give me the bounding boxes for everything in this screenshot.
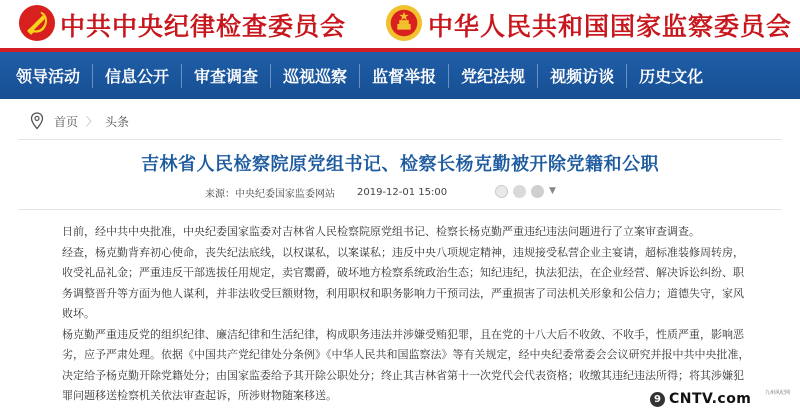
national-emblem-icon [385,4,423,42]
nav-divider [181,64,182,88]
share-bar [495,181,575,201]
article-paragraph: 经查，杨克勤背弃初心使命，丧失纪法底线，以权谋私，以案谋私；违反中央八项规定精神，违规接受私营企业主宴请，超标准装修周转房，收受礼品礼金；严重违反干部选拔任用规定，卖官鬻爵，破坏地方检察系统政治生态；知纪违纪，执法犯法，在企业经营、解决诉讼纠纷、职务调整晋升等方面为他人谋利，并非法收受巨额财物，利用职权和职务影响力干预司法，严重损害了司法机关形象和公信力；道德失守，家风败坏。 [62,245,744,320]
divider [18,139,782,140]
nav-item-regulations[interactable]: 党纪法规 [461,67,526,86]
ccdi-title[interactable]: 中共中央纪律检查委员会 [60,12,347,41]
article-meta [205,185,447,200]
divider [18,209,782,210]
cntv-watermark [646,389,796,409]
nav-item-leadership[interactable]: 领导活动 [16,67,81,86]
breadcrumb-separator: 〉 [86,115,98,128]
cntv-logo-icon: 9 [650,392,665,407]
nav-item-inspection[interactable]: 巡视巡察 [283,67,348,86]
nav-item-report[interactable]: 监督举报 [372,67,437,86]
nav-divider [537,64,538,88]
article-title: 吉林省人民检察院原党组书记、检察长杨克勤被开除党籍和公职 [141,154,659,175]
nav-divider [448,64,449,88]
breadcrumb [30,108,129,134]
share-wechat-icon[interactable] [495,185,508,198]
nav-divider [359,64,360,88]
watermark-small-text: 九州风纪网 [764,390,790,396]
cntv-text: CNTV.com [669,391,752,407]
site-header [0,0,800,48]
share-more-icon[interactable]: ▼ [549,186,556,196]
article-body [62,222,752,407]
article-paragraph: 杨克勤严重违反党的组织纪律、廉洁纪律和生活纪律，构成职务违法并涉嫌受贿犯罪，且在党的十八大后不收敛、不收手，性质严重，影响恶劣，应予严肃处理。依据《中国共产党纪律处分条例》《中华人民共和国监察法》等有关规定，经中央纪委常委会会议研究并报中共中央批准，决定给予杨克勤开除党籍处分；由国家监委给予其开除公职处分；终止其吉林省第十一次党代会代表资格；收缴其违纪违法所得；将其涉嫌犯罪问题移送检察机关依法审查起诉，所涉财物随案移送。 [62,327,750,402]
breadcrumb-current[interactable]: 头条 [105,114,130,129]
share-qzone-icon[interactable] [531,185,544,198]
party-emblem-icon [18,4,56,42]
share-weibo-icon[interactable] [513,185,526,198]
nav-item-info[interactable]: 信息公开 [105,67,170,86]
nav-divider [270,64,271,88]
nav-item-video[interactable]: 视频访谈 [550,67,615,86]
nsc-title[interactable]: 中华人民共和国国家监察委员会 [428,12,793,41]
location-pin-icon [30,112,44,130]
nav-divider [626,64,627,88]
main-nav [0,48,800,99]
breadcrumb-home[interactable]: 首页 [54,114,79,129]
article-date: 2019-12-01 15:00 [357,187,448,198]
article-paragraph: 日前，经中共中央批准，中央纪委国家监委对吉林省人民检察院原党组书记、检察长杨克勤严重违纪违法问题进行了立案审查调查。 [62,225,700,238]
article-source: 来源：中央纪委国家监委网站 [205,189,335,200]
nav-divider [92,64,93,88]
nav-item-investigation[interactable]: 审查调查 [194,67,259,86]
nav-item-history[interactable]: 历史文化 [639,67,704,86]
